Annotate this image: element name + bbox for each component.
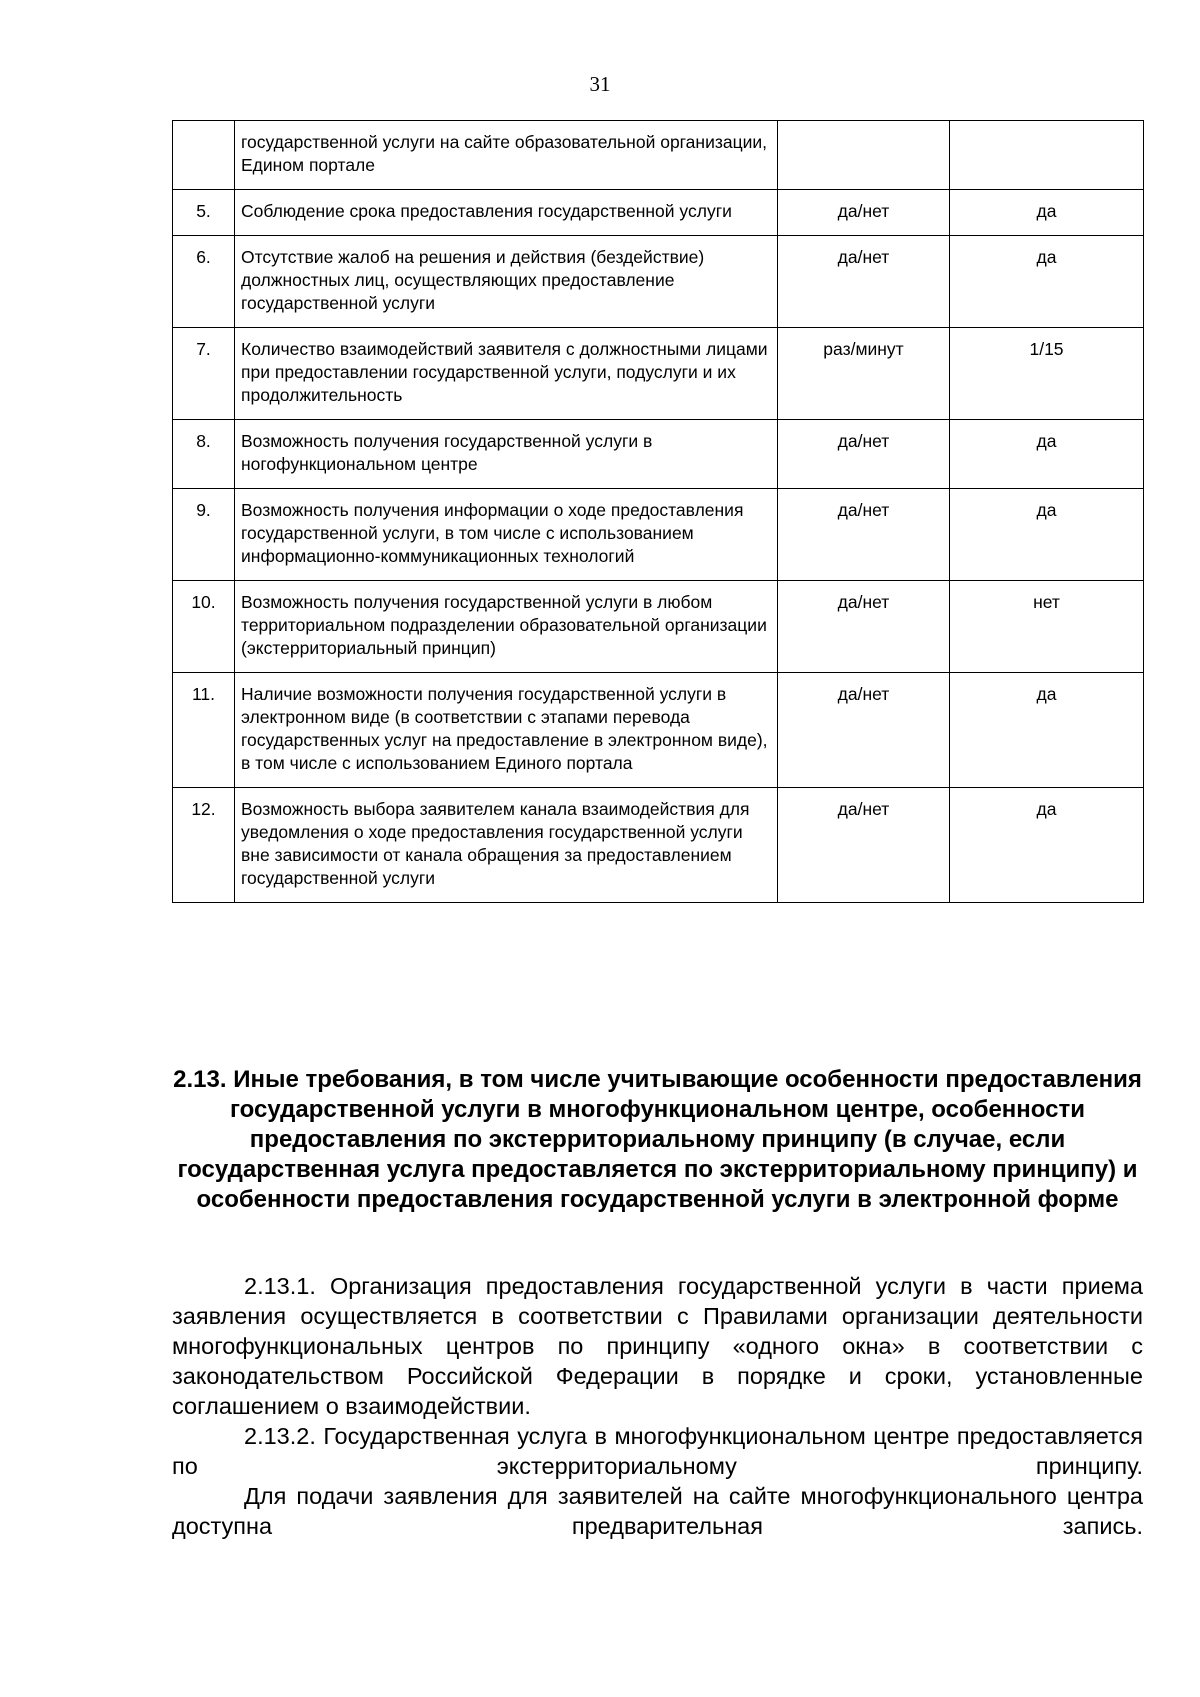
indicator-text: Возможность получения информации о ходе предоставления государственной услуги, в том числе с использованием информационно-коммуникационных технологий	[235, 489, 778, 581]
table-row	[173, 788, 1144, 903]
table-row	[173, 121, 1144, 190]
row-number: 5.	[173, 190, 235, 236]
row-number: 10.	[173, 581, 235, 673]
table-row	[173, 673, 1144, 788]
table-row	[173, 420, 1144, 489]
table-row	[173, 236, 1144, 328]
indicator-text: Количество взаимодействий заявителя с должностными лицами при предоставлении государственной услуги, подуслуги и их продолжительность	[235, 328, 778, 420]
indicator-value	[950, 121, 1144, 190]
paragraph: 2.13.2. Государственная услуга в многофункциональном центре предоставляется по экстерриториальному принципу.	[172, 1423, 1143, 1479]
indicator-unit: да/нет	[778, 190, 950, 236]
indicator-unit: да/нет	[778, 236, 950, 328]
indicator-text: Соблюдение срока предоставления государственной услуги	[235, 190, 778, 236]
indicator-unit: раз/минут	[778, 328, 950, 420]
row-number: 12.	[173, 788, 235, 903]
indicator-value: да	[950, 236, 1144, 328]
quality-indicators-table	[172, 120, 1144, 903]
indicator-value: да	[950, 190, 1144, 236]
paragraph: Для подачи заявления для заявителей на сайте многофункционального центра доступна предварительная запись.	[172, 1483, 1143, 1539]
section-heading: 2.13. Иные требования, в том числе учитывающие особенности предоставления государственной услуги в многофункциональном центре, особенности предоставления по экстерриториальному принципу (в случае, если государственная услуга предоставляется по экстерриториальному принципу) и особенности предоставления государственной услуги в электронной форме	[173, 1066, 1142, 1213]
row-number	[173, 121, 235, 190]
indicator-unit: да/нет	[778, 673, 950, 788]
row-number: 8.	[173, 420, 235, 489]
paragraph: 2.13.1. Организация предоставления государственной услуги в части приема заявления осуществляется в соответствии с Правилами организации деятельности многофункциональных центров по принципу «одного окна» в соответствии с законодательством Российской Федерации в порядке и сроки, установленные соглашением о взаимодействии.	[172, 1273, 1143, 1419]
section-body	[172, 1271, 1143, 1541]
table-row	[173, 190, 1144, 236]
indicator-unit	[778, 121, 950, 190]
indicator-text: государственной услуги на сайте образовательной организации, Едином портале	[235, 121, 778, 190]
table-row	[173, 328, 1144, 420]
indicator-value: да	[950, 673, 1144, 788]
table-row	[173, 489, 1144, 581]
indicator-value: да	[950, 788, 1144, 903]
table-row	[173, 581, 1144, 673]
indicator-value: да	[950, 489, 1144, 581]
indicator-unit: да/нет	[778, 420, 950, 489]
row-number: 6.	[173, 236, 235, 328]
indicator-text: Наличие возможности получения государственной услуги в электронном виде (в соответствии с этапами перевода государственных услуг на предоставление в электронном виде), в том числе с использованием Единого портала	[235, 673, 778, 788]
row-number: 9.	[173, 489, 235, 581]
indicator-value: да	[950, 420, 1144, 489]
indicator-value: 1/15	[950, 328, 1144, 420]
indicator-value: нет	[950, 581, 1144, 673]
page-number: 31	[589, 72, 611, 96]
indicator-text: Возможность получения государственной услуги в ногофункциональном центре	[235, 420, 778, 489]
indicator-text: Возможность получения государственной услуги в любом территориальном подразделении образовательной организации (экстерриториальный принцип)	[235, 581, 778, 673]
indicator-text: Возможность выбора заявителем канала взаимодействия для уведомления о ходе предоставления государственной услуги вне зависимости от канала обращения за предоставлением государственной услуги	[235, 788, 778, 903]
row-number: 7.	[173, 328, 235, 420]
indicator-unit: да/нет	[778, 581, 950, 673]
indicator-unit: да/нет	[778, 489, 950, 581]
indicator-unit: да/нет	[778, 788, 950, 903]
row-number: 11.	[173, 673, 235, 788]
indicator-text: Отсутствие жалоб на решения и действия (бездействие) должностных лиц, осуществляющих предоставление государственной услуги	[235, 236, 778, 328]
